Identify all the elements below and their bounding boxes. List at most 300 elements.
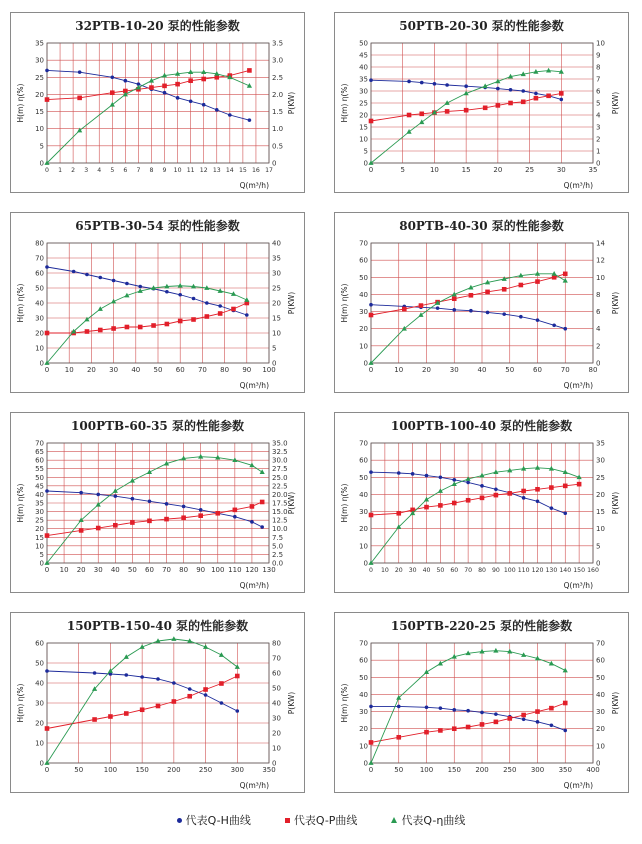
- data-point-qh: [189, 99, 193, 103]
- data-point-qp: [138, 325, 143, 330]
- data-point-qp: [534, 96, 539, 101]
- data-point-qp: [445, 109, 450, 114]
- x-tick-label: 40: [110, 566, 120, 574]
- y-left-tick-label: 25: [35, 516, 44, 525]
- y-left-tick-label: 20: [35, 90, 44, 99]
- data-point-qh: [536, 720, 540, 724]
- x-tick-label: 400: [586, 766, 600, 774]
- y-left-tick-label: 0: [363, 159, 368, 168]
- y-right-tick-label: 35: [272, 254, 281, 263]
- x-tick-label: 2: [71, 167, 76, 174]
- data-point-qh: [98, 276, 102, 280]
- data-point-qh: [112, 279, 116, 283]
- y-right-tick-label: 17.5: [272, 499, 288, 508]
- chart-panel: [10, 412, 305, 593]
- x-tick-label: 7: [136, 167, 141, 174]
- grid: [47, 43, 269, 163]
- chart-svg: [11, 413, 306, 594]
- y-right-tick-label: 20.0: [272, 490, 288, 499]
- x-tick-label: 50: [394, 766, 404, 774]
- x-tick-label: 100: [503, 567, 516, 574]
- data-point-qp: [508, 101, 513, 106]
- data-point-qh: [433, 82, 437, 86]
- data-point-qh: [260, 525, 264, 529]
- data-point-qh: [140, 675, 144, 679]
- x-tick-label: 30: [449, 366, 459, 374]
- data-point-qh: [125, 282, 129, 286]
- y-right-tick-label: 30.0: [272, 456, 288, 465]
- x-axis-label: Q(m³/h): [239, 181, 269, 190]
- y-right-tick-label: 0: [596, 559, 601, 568]
- data-point-qp: [466, 498, 471, 503]
- y-left-tick-label: 10: [359, 742, 368, 751]
- x-tick-label: 40: [477, 366, 487, 374]
- y-left-tick-label: 10: [359, 342, 368, 351]
- series-Qη: [44, 283, 249, 365]
- data-point-qeta: [418, 312, 423, 317]
- chart-title: 65PTB-30-54 泵的性能参数: [75, 219, 240, 233]
- y-right-tick-label: 32.5: [272, 448, 288, 457]
- data-point-qp: [535, 279, 540, 284]
- data-point-qp: [563, 272, 568, 277]
- data-point-qp: [125, 325, 130, 330]
- y-left-tick-label: 30: [359, 308, 368, 317]
- y-left-tick-label: 55: [35, 465, 44, 474]
- y-left-tick-label: 70: [359, 239, 368, 248]
- x-tick-label: 0: [369, 567, 373, 574]
- x-tick-label: 60: [175, 366, 185, 374]
- y-left-tick-label: 10: [35, 125, 44, 134]
- data-point-qh: [110, 75, 114, 79]
- y-left-tick-label: 70: [35, 254, 44, 263]
- data-point-qh: [220, 701, 224, 705]
- y-right-tick-label: 60: [272, 669, 281, 678]
- x-tick-label: 120: [245, 566, 259, 574]
- chart-panel: [10, 12, 305, 193]
- x-tick-label: 110: [228, 566, 242, 574]
- y-right-tick-label: 35.0: [272, 439, 288, 448]
- y-left-axis-label: H(m) η(%): [340, 683, 349, 723]
- data-point-qp: [494, 493, 499, 498]
- y-right-tick-label: 15: [596, 508, 605, 517]
- grid: [371, 243, 593, 363]
- series-QP: [369, 482, 582, 517]
- data-point-qh: [45, 669, 49, 673]
- data-point-qp: [535, 487, 540, 492]
- data-point-qeta: [198, 454, 203, 459]
- data-point-qh: [536, 318, 540, 322]
- y-right-tick-label: 40: [596, 690, 605, 699]
- y-right-tick-label: 10: [596, 742, 605, 751]
- y-left-tick-label: 50: [35, 473, 44, 482]
- data-point-qh: [466, 481, 470, 485]
- y-right-tick-label: 20: [596, 725, 605, 734]
- y-right-axis-label: P(KW): [287, 91, 296, 115]
- data-point-qp: [419, 303, 424, 308]
- y-left-tick-label: 10: [35, 739, 44, 748]
- x-tick-label: 1: [58, 167, 63, 174]
- x-tick-label: 110: [517, 567, 530, 574]
- data-point-qp: [85, 329, 90, 334]
- grid: [371, 43, 593, 163]
- y-left-tick-label: 30: [35, 508, 44, 517]
- y-right-axis-label: P(KW): [611, 291, 620, 315]
- y-right-tick-label: 5: [596, 99, 601, 108]
- series-line: [47, 72, 249, 163]
- data-point-qp: [172, 699, 177, 704]
- data-point-qeta: [84, 317, 89, 322]
- x-tick-label: 14: [225, 167, 234, 174]
- x-tick-label: 60: [533, 366, 542, 374]
- x-tick-label: 3: [84, 167, 89, 174]
- data-point-qh: [369, 303, 373, 307]
- data-point-qp: [407, 113, 412, 118]
- x-tick-label: 5: [400, 166, 405, 174]
- series-QH: [45, 489, 264, 529]
- y-left-tick-label: 50: [35, 659, 44, 668]
- data-point-qp: [140, 707, 145, 712]
- y-left-tick-label: 30: [35, 56, 44, 65]
- y-left-axis-label: H(m) η(%): [16, 683, 25, 723]
- y-left-tick-label: 20: [35, 525, 44, 534]
- data-point-qh: [522, 717, 526, 721]
- data-point-qeta: [235, 664, 240, 669]
- y-right-tick-label: 25: [272, 284, 281, 293]
- y-left-tick-label: 5: [39, 142, 44, 151]
- x-tick-label: 80: [220, 366, 230, 374]
- y-left-tick-label: 35: [35, 39, 44, 48]
- data-point-qh: [369, 470, 373, 474]
- series-line: [371, 484, 579, 515]
- x-tick-label: 200: [167, 766, 181, 774]
- y-left-tick-label: 5: [363, 147, 368, 156]
- data-point-qp: [45, 331, 50, 336]
- y-right-axis-label: P(KW): [611, 691, 620, 715]
- y-right-tick-label: 25: [596, 473, 605, 482]
- x-tick-label: 90: [242, 366, 252, 374]
- x-tick-label: 50: [153, 366, 163, 374]
- data-point-qp: [521, 713, 526, 718]
- y-right-tick-label: 1.0: [272, 125, 284, 134]
- y-left-tick-label: 10: [359, 542, 368, 551]
- y-left-tick-label: 0: [363, 359, 368, 368]
- x-tick-label: 60: [450, 567, 459, 574]
- x-tick-label: 70: [560, 366, 570, 374]
- x-tick-label: 90: [491, 567, 500, 574]
- series-line: [371, 274, 565, 363]
- data-point-qh: [445, 83, 449, 87]
- x-axis-label: Q(m³/h): [563, 781, 593, 790]
- data-point-qh: [72, 270, 76, 274]
- y-left-tick-label: 20: [359, 725, 368, 734]
- data-point-qp: [147, 519, 152, 524]
- y-left-tick-label: 60: [359, 656, 368, 665]
- data-point-qh: [148, 499, 152, 503]
- y-right-tick-label: 3.5: [272, 39, 284, 48]
- y-right-tick-label: 9: [596, 51, 601, 60]
- data-point-qh: [509, 88, 513, 92]
- x-tick-label: 100: [103, 766, 118, 774]
- data-point-qh: [45, 489, 49, 493]
- y-right-tick-label: 0: [272, 759, 277, 768]
- y-right-tick-label: 20: [272, 729, 281, 738]
- data-point-qeta: [96, 502, 101, 507]
- y-left-axis-label: H(m) η(%): [16, 483, 25, 523]
- y-left-tick-label: 50: [359, 673, 368, 682]
- data-point-qh: [494, 487, 498, 491]
- square-marker-icon: [285, 818, 290, 823]
- data-point-qh: [464, 84, 468, 88]
- data-point-qp: [521, 489, 526, 494]
- data-point-qh: [235, 709, 239, 713]
- y-left-tick-label: 0: [39, 359, 44, 368]
- y-left-tick-label: 0: [39, 159, 44, 168]
- y-right-tick-label: 15: [272, 314, 281, 323]
- data-point-qp: [549, 706, 554, 711]
- y-right-tick-label: 30: [272, 714, 281, 723]
- data-point-qp: [250, 504, 255, 509]
- chart-svg: [11, 613, 306, 794]
- data-point-qh: [45, 265, 49, 269]
- data-point-qh: [124, 673, 128, 677]
- legend-qeta-label: 代表Q-η曲线: [401, 814, 466, 827]
- data-point-qh: [218, 304, 222, 308]
- data-point-qh: [494, 712, 498, 716]
- x-tick-label: 0: [44, 766, 50, 774]
- x-tick-label: 70: [162, 566, 171, 574]
- data-point-qh: [452, 478, 456, 482]
- x-tick-label: 30: [408, 567, 417, 574]
- data-point-qeta: [110, 102, 115, 107]
- y-right-tick-label: 70: [596, 639, 605, 648]
- y-right-tick-label: 2: [596, 342, 601, 351]
- x-tick-label: 50: [127, 566, 137, 574]
- series-line: [47, 286, 247, 363]
- chart-svg: [335, 613, 630, 794]
- chart-title: 150PTB-220-25 泵的性能参数: [390, 619, 573, 633]
- data-point-qp: [507, 491, 512, 496]
- circle-marker-icon: [177, 818, 182, 823]
- y-left-tick-label: 50: [359, 473, 368, 482]
- x-tick-label: 10: [380, 567, 389, 574]
- y-left-tick-label: 25: [35, 73, 44, 82]
- data-point-qeta: [493, 648, 498, 653]
- data-point-qp: [198, 513, 203, 518]
- x-axis-label: Q(m³/h): [239, 381, 269, 390]
- data-point-qp: [218, 311, 223, 316]
- data-point-qh: [172, 681, 176, 685]
- y-right-tick-label: 10: [596, 39, 605, 48]
- y-left-axis-label: H(m) η(%): [340, 83, 349, 123]
- y-right-axis-label: P(KW): [611, 91, 620, 115]
- y-right-tick-label: 7: [596, 75, 601, 84]
- data-point-qp: [424, 730, 429, 735]
- data-point-qh: [78, 70, 82, 74]
- series-line: [47, 457, 262, 563]
- data-point-qh: [369, 705, 373, 709]
- data-point-qp: [494, 720, 499, 725]
- x-tick-label: 12: [199, 167, 208, 174]
- y-left-tick-label: 20: [35, 719, 44, 728]
- data-point-qp: [178, 319, 183, 324]
- y-right-tick-label: 30: [272, 269, 281, 278]
- y-right-tick-label: 27.5: [272, 465, 288, 474]
- data-point-qp: [546, 94, 551, 99]
- x-tick-label: 20: [493, 166, 503, 174]
- y-right-axis-label: P(KW): [287, 691, 296, 715]
- data-point-qp: [577, 482, 582, 487]
- data-point-qeta: [563, 278, 568, 283]
- data-point-qh: [250, 520, 254, 524]
- data-point-qh: [425, 705, 429, 709]
- x-tick-label: 35: [588, 166, 598, 174]
- y-right-tick-label: 2.5: [272, 550, 284, 559]
- data-point-qh: [204, 693, 208, 697]
- y-right-tick-label: 4: [596, 325, 601, 334]
- y-left-tick-label: 40: [35, 299, 44, 308]
- chart-title: 50PTB-20-30 泵的性能参数: [399, 19, 564, 33]
- data-point-qp: [164, 517, 169, 522]
- data-point-qh: [114, 494, 118, 498]
- data-point-qp: [452, 296, 457, 301]
- x-tick-label: 6: [123, 167, 128, 174]
- data-point-qh: [534, 92, 538, 96]
- data-point-qp: [369, 513, 374, 518]
- data-point-qp: [79, 528, 84, 533]
- data-point-qh: [550, 723, 554, 727]
- y-right-tick-label: 7.5: [272, 533, 284, 542]
- x-tick-label: 15: [238, 167, 247, 174]
- data-point-qp: [469, 293, 474, 298]
- y-left-tick-label: 35: [35, 499, 44, 508]
- y-right-tick-label: 40: [272, 239, 281, 248]
- x-tick-label: 40: [422, 567, 431, 574]
- data-point-qeta: [535, 465, 540, 470]
- chart-title: 100PTB-60-35 泵的性能参数: [71, 419, 244, 433]
- data-point-qh: [559, 98, 563, 102]
- y-left-tick-label: 65: [35, 448, 44, 457]
- data-point-qeta: [402, 326, 407, 331]
- data-point-qh: [480, 484, 484, 488]
- data-point-qp: [191, 317, 196, 322]
- y-right-tick-label: 0: [596, 359, 601, 368]
- x-tick-label: 20: [422, 366, 431, 374]
- data-point-qh: [521, 89, 525, 93]
- y-left-tick-label: 70: [359, 639, 368, 648]
- data-point-qh: [436, 306, 440, 310]
- y-left-tick-label: 30: [35, 314, 44, 323]
- data-point-qp: [201, 77, 206, 82]
- y-left-axis-label: H(m) η(%): [16, 283, 25, 323]
- data-point-qeta: [424, 669, 429, 674]
- data-point-qeta: [171, 636, 176, 641]
- data-point-qh: [563, 729, 567, 733]
- y-left-tick-label: 30: [35, 699, 44, 708]
- x-tick-label: 13: [212, 167, 221, 174]
- y-right-tick-label: 0.5: [272, 142, 284, 151]
- x-tick-label: 9: [162, 167, 167, 174]
- y-left-tick-label: 50: [35, 284, 44, 293]
- series-QP: [45, 500, 265, 538]
- x-tick-label: 16: [252, 167, 260, 174]
- y-right-axis-label: P(KW): [611, 491, 620, 515]
- data-point-qp: [396, 511, 401, 516]
- y-right-tick-label: 0: [272, 359, 277, 368]
- y-right-tick-label: 1.5: [272, 108, 284, 117]
- x-tick-label: 30: [556, 166, 566, 174]
- y-right-tick-label: 10.0: [272, 525, 288, 534]
- data-point-qp: [260, 500, 265, 505]
- y-right-tick-label: 10: [272, 329, 281, 338]
- y-left-tick-label: 45: [359, 51, 368, 60]
- data-point-qh: [165, 290, 169, 294]
- data-point-qp: [402, 307, 407, 312]
- data-point-qh: [536, 499, 540, 503]
- x-tick-label: 11: [186, 167, 195, 174]
- x-axis-label: Q(m³/h): [563, 581, 593, 590]
- data-point-qh: [439, 706, 443, 710]
- x-tick-label: 150: [447, 766, 461, 774]
- chart-panel: [10, 212, 305, 393]
- data-point-qp: [108, 714, 113, 719]
- y-right-tick-label: 0: [596, 159, 601, 168]
- y-left-tick-label: 60: [359, 456, 368, 465]
- y-left-tick-label: 30: [359, 87, 368, 96]
- series-line: [371, 468, 579, 563]
- data-point-qh: [45, 69, 49, 73]
- data-point-qp: [92, 717, 97, 722]
- data-point-qeta: [113, 488, 118, 493]
- y-left-tick-label: 0: [39, 759, 44, 768]
- data-point-qp: [519, 283, 524, 288]
- x-tick-label: 50: [436, 567, 445, 574]
- x-tick-label: 70: [197, 366, 207, 374]
- x-tick-label: 25: [525, 166, 535, 174]
- y-left-tick-label: 80: [35, 239, 44, 248]
- y-right-tick-label: 0.0: [272, 559, 284, 568]
- data-point-qp: [369, 119, 374, 124]
- chart-svg: [335, 413, 630, 594]
- x-tick-label: 80: [179, 566, 189, 574]
- chart-title: 100PTB-100-40 泵的性能参数: [390, 419, 573, 433]
- data-point-qh: [245, 313, 249, 317]
- y-left-tick-label: 15: [35, 533, 44, 542]
- data-point-qp: [156, 704, 161, 709]
- y-left-tick-label: 60: [359, 256, 368, 265]
- data-point-qh: [552, 323, 556, 327]
- y-left-tick-label: 70: [35, 439, 44, 448]
- y-left-tick-label: 50: [359, 273, 368, 282]
- data-point-qeta: [546, 68, 551, 73]
- x-tick-label: 150: [573, 567, 586, 574]
- chart-panel: [10, 612, 305, 793]
- series-line: [47, 267, 247, 315]
- y-right-tick-label: 60: [596, 656, 605, 665]
- x-tick-label: 30: [93, 566, 103, 574]
- chart-panel: [334, 412, 629, 593]
- data-point-qp: [149, 85, 154, 90]
- data-point-qp: [45, 97, 50, 102]
- y-right-tick-label: 2.0: [272, 90, 284, 99]
- y-left-tick-label: 15: [359, 123, 368, 132]
- data-point-qp: [113, 523, 118, 528]
- data-point-qp: [233, 508, 238, 513]
- y-left-tick-label: 15: [35, 108, 44, 117]
- data-point-qh: [199, 508, 203, 512]
- data-point-qp: [45, 533, 50, 538]
- y-right-tick-label: 4: [596, 111, 601, 120]
- data-point-qh: [550, 506, 554, 510]
